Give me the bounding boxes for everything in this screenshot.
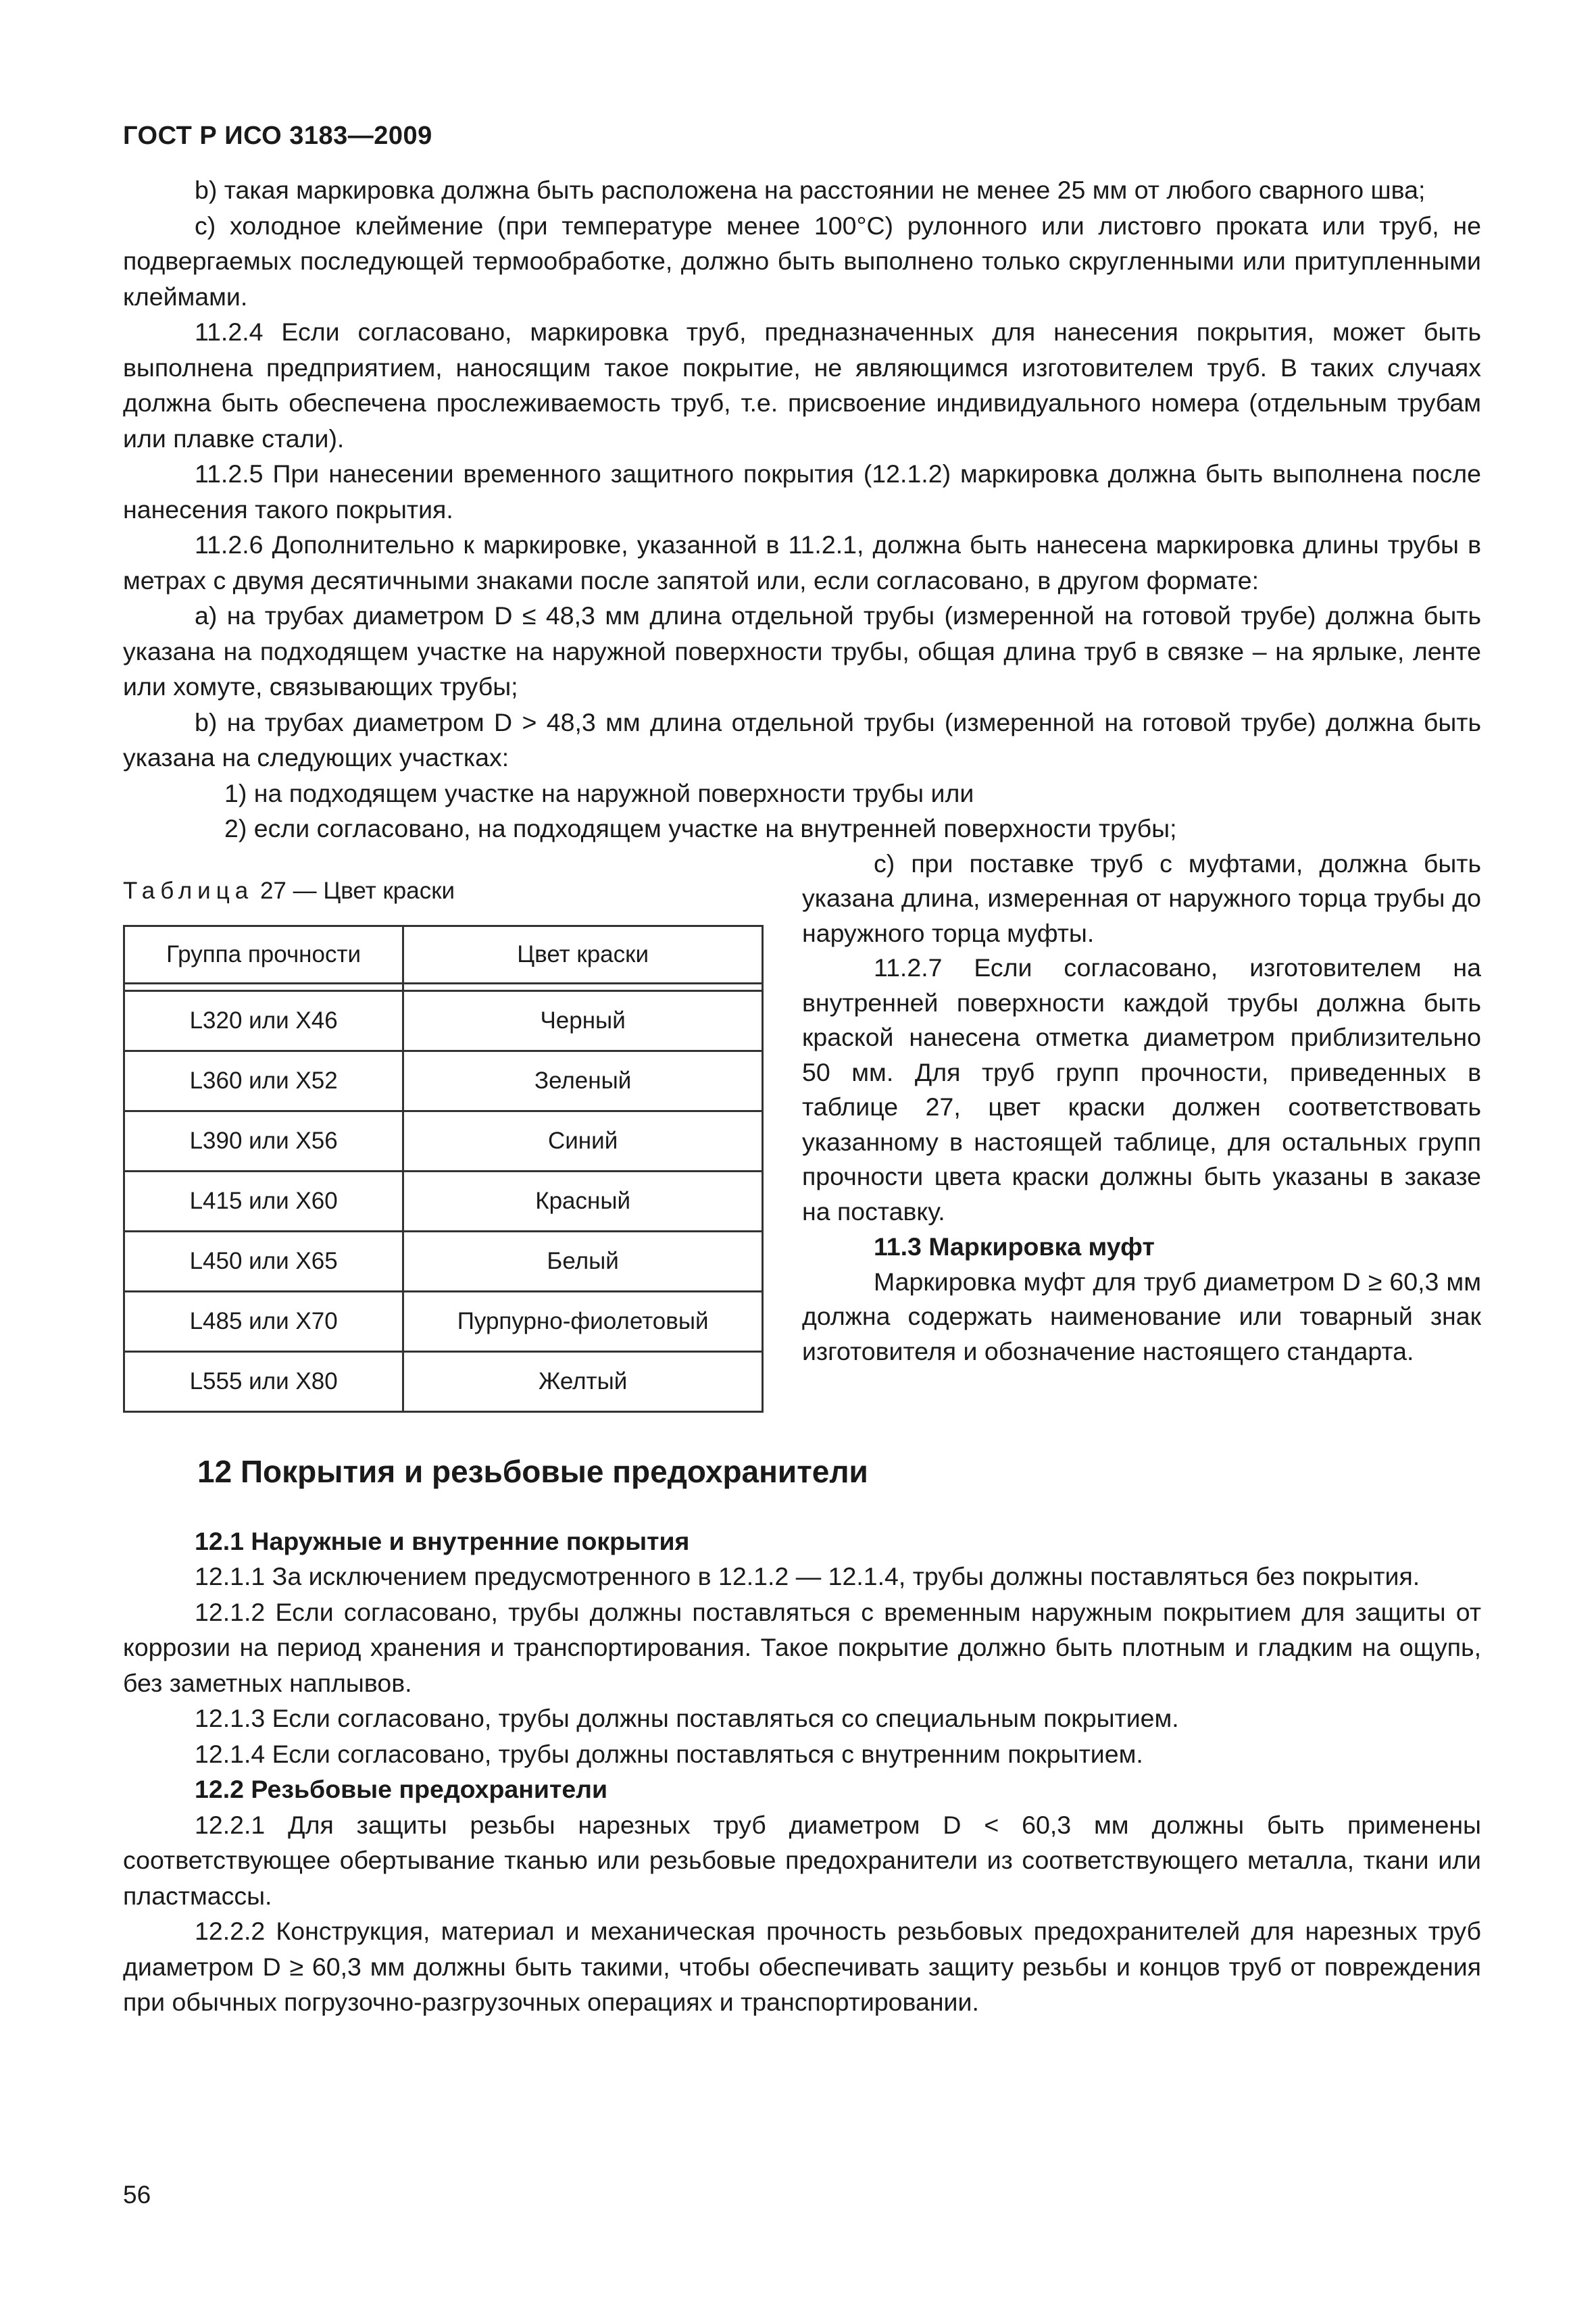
table-separator [124, 983, 763, 990]
table-row [124, 1291, 763, 1351]
paint-color-table [123, 925, 764, 1413]
cell-paint-color: Черный [403, 990, 763, 1051]
table-and-text-section [123, 847, 1481, 1413]
table-caption-prefix: Таблица [123, 877, 254, 904]
paragraph-11-2-5: 11.2.5 При нанесении временного защитного покрытия (12.1.2) маркировка должна быть выполнена после нанесения такого покрытия. [123, 459, 1481, 524]
right-text-column [802, 847, 1481, 1413]
heading-12-1: 12.1 Наружные и внутренние покрытия [195, 1526, 690, 1555]
table-row [124, 1171, 763, 1231]
table-row [124, 1051, 763, 1111]
header-paint-color: Цвет краски [403, 926, 763, 983]
document-header: ГОСТ Р ИСО 3183—2009 [123, 122, 432, 150]
cell-paint-color: Красный [403, 1171, 763, 1231]
paragraph-a-length: a) на трубах диаметром D ≤ 48,3 мм длина отдельной трубы (измеренной на готовой трубе) должна быть указана на подходящем участке на наружной поверхности трубы, общая длина труб в связке – на ярлыке, ленте или хомуте, связывающих трубы; [123, 601, 1481, 701]
paragraph-coupling-marking: Маркировка муфт для труб диаметром D ≥ 60,3 мм должна содержать наименование или товарный знак изготовителя и обозначение настоящего стандарта. [802, 1267, 1481, 1365]
cell-paint-color: Зеленый [403, 1051, 763, 1111]
list-item-2: 2) если согласовано, на подходящем участке на внутренней поверхности трубы; [224, 814, 1177, 842]
cell-strength-group: L450 или X65 [124, 1231, 403, 1291]
table-row [124, 1351, 763, 1411]
cell-paint-color: Пурпурно-фиолетовый [403, 1291, 763, 1351]
table-row [124, 1111, 763, 1171]
table-row [124, 1231, 763, 1291]
table-caption [123, 878, 764, 905]
cell-strength-group: L485 или X70 [124, 1291, 403, 1351]
cell-strength-group: L555 или X80 [124, 1351, 403, 1411]
paragraph-11-2-7: 11.2.7 Если согласовано, изготовителем на внутренней поверхности каждой трубы должна быть краской нанесена отметка диаметром приблизительно 50 мм. Для труб групп прочности, приведенных в таблице 27, цвет краски должен соответствовать указанному в настоящей таблице, для остальных групп прочности цвета краски должны быть указаны в заказе на поставку. [802, 953, 1481, 1226]
heading-12-2: 12.2 Резьбовые предохранители [195, 1775, 608, 1803]
paragraph-12-1-2: 12.1.2 Если согласовано, трубы должны поставляться с временным наружным покрытием для защиты от коррозии на период хранения и транспортирования. Такое покрытие должно быть плотным и гладким на ощупь, без заметных наплывов. [123, 1597, 1481, 1697]
paragraph-12-1-3: 12.1.3 Если согласовано, трубы должны поставляться со специальным покрытием. [195, 1704, 1179, 1732]
paragraph-12-2-1: 12.2.1 Для защиты резьбы нарезных труб диаметром D < 60,3 мм должны быть применены соответствующее обертывание тканью или резьбовые предохранители из соответствующего металла, ткани или пластмассы. [123, 1810, 1481, 1910]
paragraph-b-length: b) на трубах диаметром D > 48,3 мм длина отдельной трубы (измеренной на готовой трубе) должна быть указана на следующих участках: [123, 707, 1481, 772]
header-strength-group: Группа прочности [124, 926, 403, 983]
heading-11-3: 11.3 Маркировка муфт [874, 1232, 1155, 1261]
page-number: 56 [123, 2181, 151, 2209]
list-item-1: 1) на подходящем участке на наружной поверхности трубы или [224, 778, 974, 807]
table-body [124, 983, 763, 1411]
paragraph-c-couplings: c) при поставке труб с муфтами, должна быть указана длина, измеренная от наружного торца трубы до наружного торца муфты. [802, 849, 1481, 947]
cell-strength-group: L360 или X52 [124, 1051, 403, 1111]
cell-paint-color: Синий [403, 1111, 763, 1171]
cell-paint-color: Белый [403, 1231, 763, 1291]
table-header-row [124, 926, 763, 983]
table-row [124, 990, 763, 1051]
table-caption-rest: 27 — Цвет краски [253, 877, 455, 904]
paragraph-12-2-2: 12.2.2 Конструкция, материал и механическая прочность резьбовых предохранителей для нарезных труб диаметром D ≥ 60,3 мм должны быть такими, чтобы обеспечивать защиту резьбы и концов труб от повреждения при обычных погрузочно-разгрузочных операциях и транспортировании. [123, 1917, 1481, 2016]
cell-strength-group: L415 или X60 [124, 1171, 403, 1231]
paragraph-11-2-6: 11.2.6 Дополнительно к маркировке, указанной в 11.2.1, должна быть нанесена маркировка длины трубы в метрах с двумя десятичными знаками после запятой или, если согласовано, в другом формате: [123, 530, 1481, 595]
cell-strength-group: L390 или X56 [124, 1111, 403, 1171]
paragraph-c-stamping: c) холодное клеймение (при температуре менее 100°С) рулонного или листовго проката или труб, не подвергаемых последующей термообработке, должно быть выполнено только скругленными или притупленными клеймами. [123, 211, 1481, 311]
paragraph-b-weld: b) такая маркировка должна быть расположена на расстоянии не менее 25 мм от любого сварного шва; [195, 176, 1426, 204]
paragraph-12-1-4: 12.1.4 Если согласовано, трубы должны поставляться с внутренним покрытием. [195, 1739, 1143, 1768]
section-12-title: 12 Покрытия и резьбовые предохранители [197, 1453, 868, 1489]
paragraph-12-1-1: 12.1.1 За исключением предусмотренного в 12.1.2 — 12.1.4, трубы должны поставляться без покрытия. [195, 1562, 1420, 1590]
table-block [123, 847, 764, 1413]
cell-paint-color: Желтый [403, 1351, 763, 1411]
paragraph-11-2-4: 11.2.4 Если согласовано, маркировка труб, предназначенных для нанесения покрытия, может быть выполнена предприятием, наносящим такое покрытие, не являющимся изготовителем труб. В таких случаях должна быть обеспечена прослеживаемость труб, т.е. присвоение индивидуального номера (отдельным трубам или плавке стали). [123, 318, 1481, 453]
cell-strength-group: L320 или X46 [124, 990, 403, 1051]
document-page [123, 122, 1481, 2020]
